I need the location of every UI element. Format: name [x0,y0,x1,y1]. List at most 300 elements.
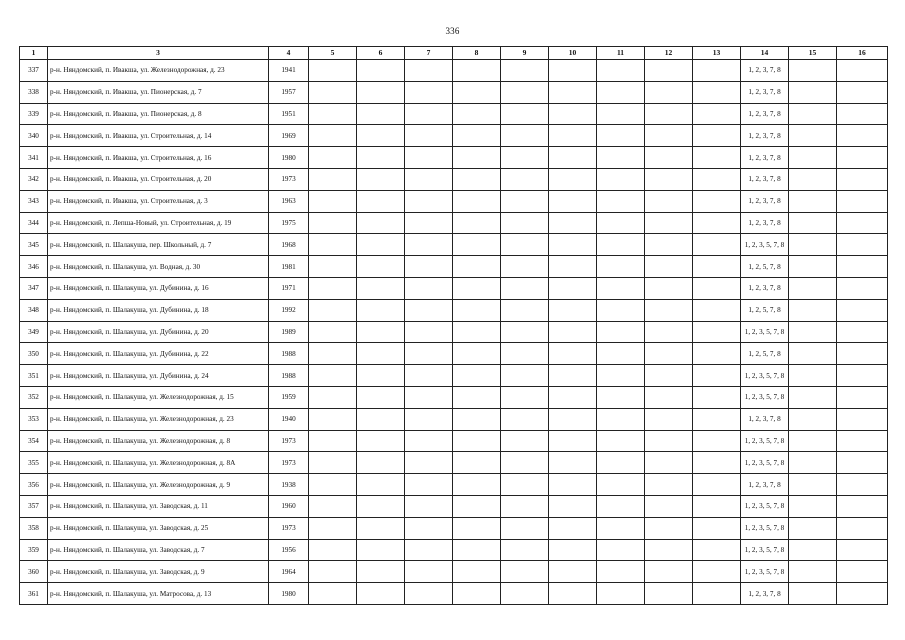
empty-cell [309,474,357,496]
empty-cell [357,168,405,190]
empty-cell [789,561,837,583]
empty-cell [789,277,837,299]
codes-cell: 1, 2, 3, 5, 7, 8 [741,452,789,474]
empty-cell [645,212,693,234]
empty-cell [837,321,888,343]
codes-cell: 1, 2, 3, 7, 8 [741,103,789,125]
empty-cell [309,60,357,82]
empty-cell [549,103,597,125]
empty-cell [453,321,501,343]
table-row [20,583,888,605]
empty-cell [693,452,741,474]
empty-cell [309,343,357,365]
empty-cell [789,474,837,496]
empty-cell [645,256,693,278]
address-cell: р-н. Няндомский, п. Шалакуша, ул. Дубинина, д. 22 [48,343,269,365]
empty-cell [645,365,693,387]
empty-cell [453,452,501,474]
empty-cell [309,408,357,430]
codes-cell: 1, 2, 3, 7, 8 [741,583,789,605]
empty-cell [693,190,741,212]
empty-cell [405,474,453,496]
empty-cell [405,452,453,474]
empty-cell [309,299,357,321]
empty-cell [405,430,453,452]
empty-cell [645,60,693,82]
empty-cell [453,125,501,147]
table-row [20,234,888,256]
codes-cell: 1, 2, 5, 7, 8 [741,343,789,365]
empty-cell [453,81,501,103]
address-cell: р-н. Няндомский, п. Шалакуша, ул. Водная, д. 30 [48,256,269,278]
empty-cell [693,583,741,605]
empty-cell [693,495,741,517]
empty-cell [789,256,837,278]
year-cell: 1971 [269,277,309,299]
empty-cell [645,125,693,147]
year-cell: 1981 [269,256,309,278]
empty-cell [549,583,597,605]
empty-cell [645,147,693,169]
empty-cell [405,234,453,256]
empty-cell [453,430,501,452]
address-cell: р-н. Няндомский, п. Ивакша, ул. Пионерская, д. 7 [48,81,269,103]
empty-cell [549,561,597,583]
table-row [20,190,888,212]
year-cell: 1992 [269,299,309,321]
empty-cell [453,168,501,190]
empty-cell [501,60,549,82]
row-number-cell: 354 [20,430,48,452]
column-header: 13 [693,47,741,60]
empty-cell [357,103,405,125]
empty-cell [597,147,645,169]
empty-cell [501,103,549,125]
empty-cell [645,495,693,517]
empty-cell [789,583,837,605]
codes-cell: 1, 2, 5, 7, 8 [741,256,789,278]
column-header: 3 [48,47,269,60]
empty-cell [357,561,405,583]
year-cell: 1980 [269,147,309,169]
empty-cell [357,256,405,278]
empty-cell [693,561,741,583]
empty-cell [405,125,453,147]
empty-cell [597,408,645,430]
empty-cell [309,277,357,299]
address-cell: р-н. Няндомский, п. Шалакуша, ул. Дубинина, д. 16 [48,277,269,299]
empty-cell [453,408,501,430]
empty-cell [405,277,453,299]
empty-cell [549,365,597,387]
year-cell: 1989 [269,321,309,343]
empty-cell [357,539,405,561]
empty-cell [309,495,357,517]
empty-cell [837,190,888,212]
empty-cell [837,212,888,234]
empty-cell [405,256,453,278]
address-cell: р-н. Няндомский, п. Шалакуша, ул. Заводская, д. 9 [48,561,269,583]
empty-cell [645,321,693,343]
empty-cell [789,430,837,452]
empty-cell [501,299,549,321]
empty-cell [837,365,888,387]
table-row [20,277,888,299]
column-header: 15 [789,47,837,60]
column-header: 7 [405,47,453,60]
empty-cell [357,517,405,539]
empty-cell [501,430,549,452]
empty-cell [693,103,741,125]
empty-cell [645,452,693,474]
year-cell: 1957 [269,81,309,103]
empty-cell [357,81,405,103]
address-cell: р-н. Няндомский, п. Шалакуша, ул. Железнодорожная, д. 9 [48,474,269,496]
empty-cell [501,408,549,430]
year-cell: 1973 [269,430,309,452]
empty-cell [501,386,549,408]
column-header: 11 [597,47,645,60]
empty-cell [597,452,645,474]
empty-cell [405,583,453,605]
empty-cell [549,60,597,82]
address-cell: р-н. Няндомский, п. Шалакуша, ул. Дубинина, д. 24 [48,365,269,387]
empty-cell [549,256,597,278]
empty-cell [549,212,597,234]
empty-cell [453,60,501,82]
row-number-cell: 357 [20,495,48,517]
empty-cell [549,343,597,365]
empty-cell [837,277,888,299]
address-cell: р-н. Няндомский, п. Ивакша, ул. Строительная, д. 16 [48,147,269,169]
empty-cell [309,452,357,474]
empty-cell [693,125,741,147]
empty-cell [357,474,405,496]
empty-cell [597,365,645,387]
empty-cell [453,190,501,212]
empty-cell [549,277,597,299]
codes-cell: 1, 2, 3, 7, 8 [741,190,789,212]
empty-cell [405,299,453,321]
row-number-cell: 348 [20,299,48,321]
row-number-cell: 361 [20,583,48,605]
row-number-cell: 356 [20,474,48,496]
year-cell: 1980 [269,583,309,605]
address-cell: р-н. Няндомский, п. Шалакуша, ул. Дубинина, д. 20 [48,321,269,343]
table-row [20,147,888,169]
empty-cell [453,212,501,234]
empty-cell [453,583,501,605]
empty-cell [693,408,741,430]
column-header: 1 [20,47,48,60]
empty-cell [597,81,645,103]
empty-cell [309,212,357,234]
empty-cell [501,321,549,343]
empty-cell [645,343,693,365]
row-number-cell: 347 [20,277,48,299]
codes-cell: 1, 2, 3, 5, 7, 8 [741,495,789,517]
empty-cell [453,234,501,256]
table-row [20,343,888,365]
empty-cell [645,561,693,583]
row-number-cell: 355 [20,452,48,474]
empty-cell [357,147,405,169]
empty-cell [693,234,741,256]
empty-cell [549,539,597,561]
empty-cell [837,517,888,539]
empty-cell [405,60,453,82]
empty-cell [837,125,888,147]
address-cell: р-н. Няндомский, п. Ивакша, ул. Строительная, д. 14 [48,125,269,147]
empty-cell [309,168,357,190]
empty-cell [789,125,837,147]
empty-cell [789,343,837,365]
empty-cell [789,299,837,321]
empty-cell [645,517,693,539]
empty-cell [693,299,741,321]
column-header: 5 [309,47,357,60]
empty-cell [405,365,453,387]
row-number-cell: 358 [20,517,48,539]
empty-cell [357,125,405,147]
address-cell: р-н. Няндомский, п. Шалакуша, ул. Железнодорожная, д. 15 [48,386,269,408]
empty-cell [357,212,405,234]
year-cell: 1956 [269,539,309,561]
empty-cell [597,190,645,212]
empty-cell [645,190,693,212]
row-number-cell: 344 [20,212,48,234]
empty-cell [789,365,837,387]
table-row [20,103,888,125]
empty-cell [453,277,501,299]
empty-cell [501,256,549,278]
empty-cell [309,386,357,408]
row-number-cell: 341 [20,147,48,169]
row-number-cell: 352 [20,386,48,408]
empty-cell [549,168,597,190]
codes-cell: 1, 2, 3, 7, 8 [741,212,789,234]
empty-cell [405,343,453,365]
empty-cell [501,343,549,365]
codes-cell: 1, 2, 3, 5, 7, 8 [741,561,789,583]
empty-cell [645,539,693,561]
table-row [20,125,888,147]
year-cell: 1938 [269,474,309,496]
empty-cell [549,474,597,496]
empty-cell [789,190,837,212]
column-header: 6 [357,47,405,60]
codes-cell: 1, 2, 3, 7, 8 [741,277,789,299]
empty-cell [357,408,405,430]
codes-cell: 1, 2, 3, 7, 8 [741,168,789,190]
year-cell: 1969 [269,125,309,147]
empty-cell [789,408,837,430]
empty-cell [309,81,357,103]
empty-cell [453,495,501,517]
empty-cell [837,452,888,474]
year-cell: 1975 [269,212,309,234]
column-header: 8 [453,47,501,60]
address-cell: р-н. Няндомский, п. Шалакуша, ул. Железнодорожная, д. 8 [48,430,269,452]
empty-cell [549,299,597,321]
empty-cell [789,234,837,256]
row-number-cell: 351 [20,365,48,387]
empty-cell [837,256,888,278]
row-number-cell: 350 [20,343,48,365]
empty-cell [357,234,405,256]
empty-cell [405,408,453,430]
year-cell: 1988 [269,365,309,387]
empty-cell [693,430,741,452]
empty-cell [501,539,549,561]
empty-cell [837,343,888,365]
address-cell: р-н. Няндомский, п. Шалакуша, ул. Заводская, д. 7 [48,539,269,561]
empty-cell [501,474,549,496]
empty-cell [453,561,501,583]
table-row [20,452,888,474]
empty-cell [693,365,741,387]
codes-cell: 1, 2, 3, 5, 7, 8 [741,321,789,343]
empty-cell [453,517,501,539]
empty-cell [693,256,741,278]
empty-cell [405,81,453,103]
empty-cell [453,474,501,496]
address-cell: р-н. Няндомский, п. Шалакуша, пер. Школьный, д. 7 [48,234,269,256]
column-header: 16 [837,47,888,60]
empty-cell [501,81,549,103]
empty-cell [645,583,693,605]
table-row [20,474,888,496]
empty-cell [453,365,501,387]
empty-cell [501,277,549,299]
codes-cell: 1, 2, 3, 7, 8 [741,81,789,103]
address-cell: р-н. Няндомский, п. Ивакша, ул. Пионерская, д. 8 [48,103,269,125]
empty-cell [837,430,888,452]
empty-cell [357,495,405,517]
empty-cell [501,365,549,387]
empty-cell [693,343,741,365]
codes-cell: 1, 2, 5, 7, 8 [741,299,789,321]
empty-cell [597,343,645,365]
empty-cell [597,277,645,299]
table-row [20,168,888,190]
row-number-cell: 339 [20,103,48,125]
empty-cell [789,321,837,343]
empty-cell [597,168,645,190]
empty-cell [597,125,645,147]
row-number-cell: 343 [20,190,48,212]
empty-cell [597,583,645,605]
table-row [20,60,888,82]
empty-cell [645,168,693,190]
empty-cell [405,190,453,212]
empty-cell [597,430,645,452]
codes-cell: 1, 2, 3, 7, 8 [741,474,789,496]
empty-cell [357,583,405,605]
row-number-cell: 359 [20,539,48,561]
empty-cell [645,81,693,103]
empty-cell [645,430,693,452]
empty-cell [309,365,357,387]
empty-cell [597,299,645,321]
empty-cell [789,60,837,82]
empty-cell [405,561,453,583]
year-cell: 1973 [269,517,309,539]
empty-cell [597,60,645,82]
table-row [20,256,888,278]
empty-cell [645,299,693,321]
table-row [20,539,888,561]
codes-cell: 1, 2, 3, 5, 7, 8 [741,234,789,256]
codes-cell: 1, 2, 3, 7, 8 [741,125,789,147]
column-header: 9 [501,47,549,60]
empty-cell [693,539,741,561]
empty-cell [789,212,837,234]
table-row [20,299,888,321]
empty-cell [597,234,645,256]
table-row [20,386,888,408]
empty-cell [309,103,357,125]
empty-cell [837,299,888,321]
address-cell: р-н. Няндомский, п. Шалакуша, ул. Железнодорожная, д. 23 [48,408,269,430]
column-header: 4 [269,47,309,60]
empty-cell [405,147,453,169]
empty-cell [309,583,357,605]
empty-cell [357,321,405,343]
empty-cell [597,561,645,583]
table-row [20,81,888,103]
address-cell: р-н. Няндомский, п. Шалакуша, ул. Заводская, д. 11 [48,495,269,517]
empty-cell [837,474,888,496]
row-number-cell: 360 [20,561,48,583]
empty-cell [405,386,453,408]
empty-cell [645,103,693,125]
table-body [20,60,888,605]
empty-cell [549,408,597,430]
codes-cell: 1, 2, 3, 5, 7, 8 [741,386,789,408]
empty-cell [693,517,741,539]
address-cell: р-н. Няндомский, п. Шалакуша, ул. Дубинина, д. 18 [48,299,269,321]
empty-cell [453,343,501,365]
empty-cell [549,452,597,474]
empty-cell [549,386,597,408]
year-cell: 1963 [269,190,309,212]
codes-cell: 1, 2, 3, 5, 7, 8 [741,517,789,539]
empty-cell [549,430,597,452]
empty-cell [789,81,837,103]
empty-cell [501,190,549,212]
table-row [20,212,888,234]
page-number: 336 [445,26,460,36]
year-cell: 1959 [269,386,309,408]
empty-cell [789,147,837,169]
empty-cell [501,147,549,169]
codes-cell: 1, 2, 3, 5, 7, 8 [741,539,789,561]
codes-cell: 1, 2, 3, 7, 8 [741,408,789,430]
empty-cell [357,60,405,82]
empty-cell [453,539,501,561]
empty-cell [309,190,357,212]
table-row [20,321,888,343]
table-row [20,495,888,517]
register-table [19,46,888,605]
codes-cell: 1, 2, 3, 7, 8 [741,60,789,82]
empty-cell [597,212,645,234]
column-header: 10 [549,47,597,60]
empty-cell [405,495,453,517]
empty-cell [645,234,693,256]
empty-cell [837,60,888,82]
